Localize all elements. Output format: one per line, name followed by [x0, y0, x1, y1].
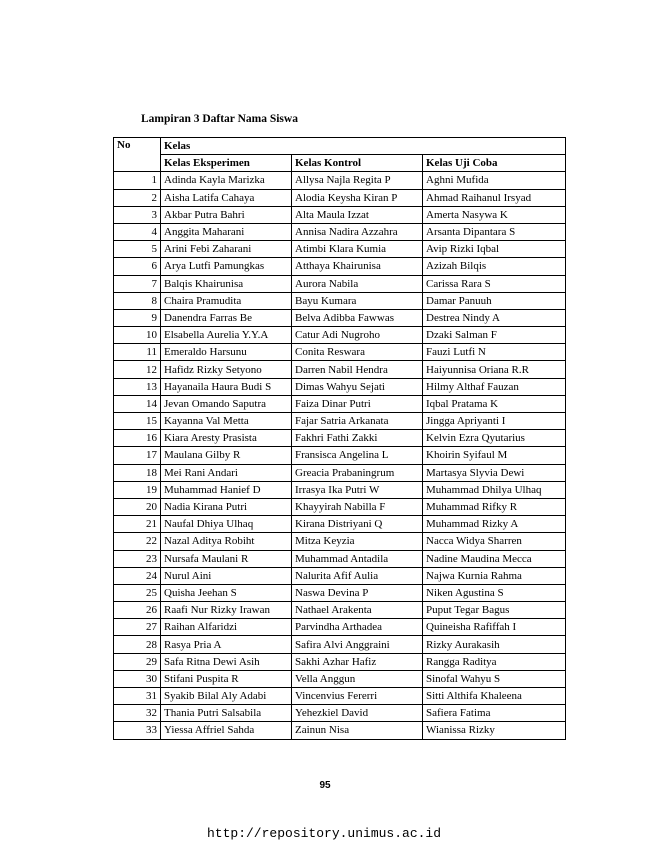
kelas-kontrol-name: Muhammad Antadila	[292, 550, 423, 567]
kelas-uji-coba-name: Amerta Nasywa K	[423, 206, 566, 223]
row-number: 33	[114, 722, 161, 739]
table-body	[114, 172, 566, 739]
kelas-uji-coba-name: Wianissa Rizky	[423, 722, 566, 739]
row-number: 2	[114, 189, 161, 206]
kelas-kontrol-name: Alta Maula Izzat	[292, 206, 423, 223]
kelas-eksperimen-name: Kayanna Val Metta	[161, 413, 292, 430]
kelas-kontrol-name: Naswa Devina P	[292, 584, 423, 601]
kelas-kontrol-name: Khayyirah Nabilla F	[292, 498, 423, 515]
kelas-eksperimen-name: Nursafa Maulani R	[161, 550, 292, 567]
table-row	[114, 223, 566, 240]
row-number: 12	[114, 361, 161, 378]
table-row	[114, 344, 566, 361]
kelas-uji-coba-name: Haiyunnisa Oriana R.R	[423, 361, 566, 378]
kelas-eksperimen-name: Syakib Bilal Aly Adabi	[161, 688, 292, 705]
kelas-eksperimen-name: Elsabella Aurelia Y.Y.A	[161, 327, 292, 344]
table-row	[114, 619, 566, 636]
kelas-kontrol-name: Greacia Prabaningrum	[292, 464, 423, 481]
no-header: No	[114, 138, 161, 172]
kelas-uji-coba-name: Fauzi Lutfi N	[423, 344, 566, 361]
kelas-uji-coba-name: Khoirin Syifaul M	[423, 447, 566, 464]
kelas-header: Kelas	[161, 138, 566, 155]
kelas-uji-coba-name: Rizky Aurakasih	[423, 636, 566, 653]
kelas-eksperimen-name: Hafidz Rizky Setyono	[161, 361, 292, 378]
kelas-uji-coba-name: Arsanta Dipantara S	[423, 223, 566, 240]
kelas-uji-coba-name: Azizah Bilqis	[423, 258, 566, 275]
row-number: 3	[114, 206, 161, 223]
kelas-kontrol-name: Atimbi Klara Kumia	[292, 241, 423, 258]
table-row	[114, 550, 566, 567]
row-number: 4	[114, 223, 161, 240]
row-number: 16	[114, 430, 161, 447]
kelas-uji-coba-name: Damar Panuuh	[423, 292, 566, 309]
table-row	[114, 327, 566, 344]
kelas-eksperimen-name: Rasya Pria A	[161, 636, 292, 653]
row-number: 14	[114, 395, 161, 412]
table-row	[114, 258, 566, 275]
kelas-kontrol-name: Irrasya Ika Putri W	[292, 481, 423, 498]
kelas-uji-coba-name: Niken Agustina S	[423, 584, 566, 601]
table-row	[114, 395, 566, 412]
kelas-kontrol-name: Aurora Nabila	[292, 275, 423, 292]
kelas-eksperimen-name: Nazal Aditya Robiht	[161, 533, 292, 550]
row-number: 5	[114, 241, 161, 258]
kelas-kontrol-name: Catur Adi Nugroho	[292, 327, 423, 344]
kelas-kontrol-name: Safira Alvi Anggraini	[292, 636, 423, 653]
kelas-uji-coba-name: Dzaki Salman F	[423, 327, 566, 344]
column-header-kontrol: Kelas Kontrol	[292, 155, 423, 172]
row-number: 10	[114, 327, 161, 344]
row-number: 23	[114, 550, 161, 567]
row-number: 27	[114, 619, 161, 636]
kelas-eksperimen-name: Akbar Putra Bahri	[161, 206, 292, 223]
table-row	[114, 670, 566, 687]
kelas-uji-coba-name: Nadine Maudina Mecca	[423, 550, 566, 567]
row-number: 17	[114, 447, 161, 464]
row-number: 28	[114, 636, 161, 653]
row-number: 32	[114, 705, 161, 722]
row-number: 31	[114, 688, 161, 705]
kelas-uji-coba-name: Sitti Althifa Khaleena	[423, 688, 566, 705]
table-row	[114, 172, 566, 189]
kelas-uji-coba-name: Kelvin Ezra Qyutarius	[423, 430, 566, 447]
row-number: 18	[114, 464, 161, 481]
kelas-kontrol-name: Dimas Wahyu Sejati	[292, 378, 423, 395]
table-row	[114, 447, 566, 464]
kelas-eksperimen-name: Jevan Omando Saputra	[161, 395, 292, 412]
kelas-eksperimen-name: Adinda Kayla Marizka	[161, 172, 292, 189]
kelas-kontrol-name: Vincenvius Fererri	[292, 688, 423, 705]
kelas-kontrol-name: Nalurita Afif Aulia	[292, 567, 423, 584]
kelas-uji-coba-name: Rangga Raditya	[423, 653, 566, 670]
table-row	[114, 378, 566, 395]
row-number: 20	[114, 498, 161, 515]
kelas-eksperimen-name: Thania Putri Salsabila	[161, 705, 292, 722]
kelas-eksperimen-name: Nurul Aini	[161, 567, 292, 584]
kelas-eksperimen-name: Danendra Farras Be	[161, 309, 292, 326]
kelas-eksperimen-name: Quisha Jeehan S	[161, 584, 292, 601]
row-number: 9	[114, 309, 161, 326]
kelas-uji-coba-name: Muhammad Rifky R	[423, 498, 566, 515]
kelas-eksperimen-name: Safa Ritna Dewi Asih	[161, 653, 292, 670]
kelas-eksperimen-name: Mei Rani Andari	[161, 464, 292, 481]
table-row	[114, 653, 566, 670]
kelas-kontrol-name: Annisa Nadira Azzahra	[292, 223, 423, 240]
kelas-uji-coba-name: Nacca Widya Sharren	[423, 533, 566, 550]
row-number: 30	[114, 670, 161, 687]
kelas-uji-coba-name: Safiera Fatima	[423, 705, 566, 722]
kelas-eksperimen-name: Balqis Khairunisa	[161, 275, 292, 292]
kelas-eksperimen-name: Raihan Alfaridzi	[161, 619, 292, 636]
kelas-kontrol-name: Faiza Dinar Putri	[292, 395, 423, 412]
table-row	[114, 361, 566, 378]
table-row	[114, 206, 566, 223]
kelas-eksperimen-name: Naufal Dhiya Ulhaq	[161, 516, 292, 533]
kelas-kontrol-name: Vella Anggun	[292, 670, 423, 687]
row-number: 22	[114, 533, 161, 550]
kelas-kontrol-name: Sakhi Azhar Hafiz	[292, 653, 423, 670]
row-number: 11	[114, 344, 161, 361]
kelas-kontrol-name: Conita Reswara	[292, 344, 423, 361]
table-row	[114, 722, 566, 739]
row-number: 8	[114, 292, 161, 309]
table-row	[114, 516, 566, 533]
kelas-kontrol-name: Nathael Arakenta	[292, 602, 423, 619]
kelas-kontrol-name: Yehezkiel David	[292, 705, 423, 722]
kelas-uji-coba-name: Avip Rizki Iqbal	[423, 241, 566, 258]
kelas-uji-coba-name: Carissa Rara S	[423, 275, 566, 292]
table-row	[114, 413, 566, 430]
column-header-eksperimen: Kelas Eksperimen	[161, 155, 292, 172]
row-number: 1	[114, 172, 161, 189]
table-row	[114, 636, 566, 653]
table-row	[114, 464, 566, 481]
kelas-eksperimen-name: Nadia Kirana Putri	[161, 498, 292, 515]
kelas-uji-coba-name: Puput Tegar Bagus	[423, 602, 566, 619]
row-number: 24	[114, 567, 161, 584]
table-row	[114, 584, 566, 601]
page-number: 95	[319, 780, 331, 791]
row-number: 21	[114, 516, 161, 533]
kelas-uji-coba-name: Hilmy Althaf Fauzan	[423, 378, 566, 395]
kelas-uji-coba-name: Aghni Mufida	[423, 172, 566, 189]
kelas-eksperimen-name: Stifani Puspita R	[161, 670, 292, 687]
kelas-eksperimen-name: Raafi Nur Rizky Irawan	[161, 602, 292, 619]
kelas-kontrol-name: Alodia Keysha Kiran P	[292, 189, 423, 206]
table-row	[114, 292, 566, 309]
kelas-uji-coba-name: Jingga Apriyanti I	[423, 413, 566, 430]
table-row	[114, 481, 566, 498]
kelas-uji-coba-name: Muhammad Rizky A	[423, 516, 566, 533]
table-row	[114, 498, 566, 515]
kelas-uji-coba-name: Quineisha Rafiffah I	[423, 619, 566, 636]
kelas-uji-coba-name: Najwa Kurnia Rahma	[423, 567, 566, 584]
kelas-eksperimen-name: Emeraldo Harsunu	[161, 344, 292, 361]
kelas-kontrol-name: Fakhri Fathi Zakki	[292, 430, 423, 447]
kelas-eksperimen-name: Yiessa Affriel Sahda	[161, 722, 292, 739]
row-number: 29	[114, 653, 161, 670]
kelas-eksperimen-name: Hayanaila Haura Budi S	[161, 378, 292, 395]
kelas-kontrol-name: Fransisca Angelina L	[292, 447, 423, 464]
kelas-eksperimen-name: Arya Lutfi Pamungkas	[161, 258, 292, 275]
kelas-eksperimen-name: Arini Febi Zaharani	[161, 241, 292, 258]
row-number: 19	[114, 481, 161, 498]
kelas-kontrol-name: Mitza Keyzia	[292, 533, 423, 550]
kelas-uji-coba-name: Destrea Nindy A	[423, 309, 566, 326]
kelas-uji-coba-name: Martasya Slyvia Dewi	[423, 464, 566, 481]
row-number: 25	[114, 584, 161, 601]
kelas-eksperimen-name: Aisha Latifa Cahaya	[161, 189, 292, 206]
table-row	[114, 688, 566, 705]
kelas-kontrol-name: Atthaya Khairunisa	[292, 258, 423, 275]
student-list-table	[113, 137, 566, 740]
table-row	[114, 189, 566, 206]
column-header-uji-coba: Kelas Uji Coba	[423, 155, 566, 172]
table-row	[114, 567, 566, 584]
row-number: 26	[114, 602, 161, 619]
kelas-kontrol-name: Belva Adibba Fawwas	[292, 309, 423, 326]
table-row	[114, 602, 566, 619]
row-number: 15	[114, 413, 161, 430]
kelas-uji-coba-name: Iqbal Pratama K	[423, 395, 566, 412]
footer-url: http://repository.unimus.ac.id	[207, 826, 442, 841]
kelas-kontrol-name: Bayu Kumara	[292, 292, 423, 309]
appendix-heading: Lampiran 3 Daftar Nama Siswa	[141, 113, 298, 125]
kelas-eksperimen-name: Maulana Gilby R	[161, 447, 292, 464]
table-row	[114, 275, 566, 292]
kelas-kontrol-name: Fajar Satria Arkanata	[292, 413, 423, 430]
kelas-kontrol-name: Parvindha Arthadea	[292, 619, 423, 636]
kelas-kontrol-name: Zainun Nisa	[292, 722, 423, 739]
kelas-uji-coba-name: Ahmad Raihanul Irsyad	[423, 189, 566, 206]
kelas-uji-coba-name: Sinofal Wahyu S	[423, 670, 566, 687]
table-row	[114, 705, 566, 722]
row-number: 13	[114, 378, 161, 395]
table-row	[114, 533, 566, 550]
kelas-eksperimen-name: Chaira Pramudita	[161, 292, 292, 309]
table-row	[114, 430, 566, 447]
kelas-uji-coba-name: Muhammad Dhilya Ulhaq	[423, 481, 566, 498]
row-number: 6	[114, 258, 161, 275]
table-row	[114, 309, 566, 326]
table-row	[114, 241, 566, 258]
row-number: 7	[114, 275, 161, 292]
kelas-eksperimen-name: Anggita Maharani	[161, 223, 292, 240]
kelas-eksperimen-name: Muhammad Hanief D	[161, 481, 292, 498]
kelas-kontrol-name: Kirana Distriyani Q	[292, 516, 423, 533]
kelas-eksperimen-name: Kiara Aresty Prasista	[161, 430, 292, 447]
kelas-kontrol-name: Allysa Najla Regita P	[292, 172, 423, 189]
kelas-kontrol-name: Darren Nabil Hendra	[292, 361, 423, 378]
